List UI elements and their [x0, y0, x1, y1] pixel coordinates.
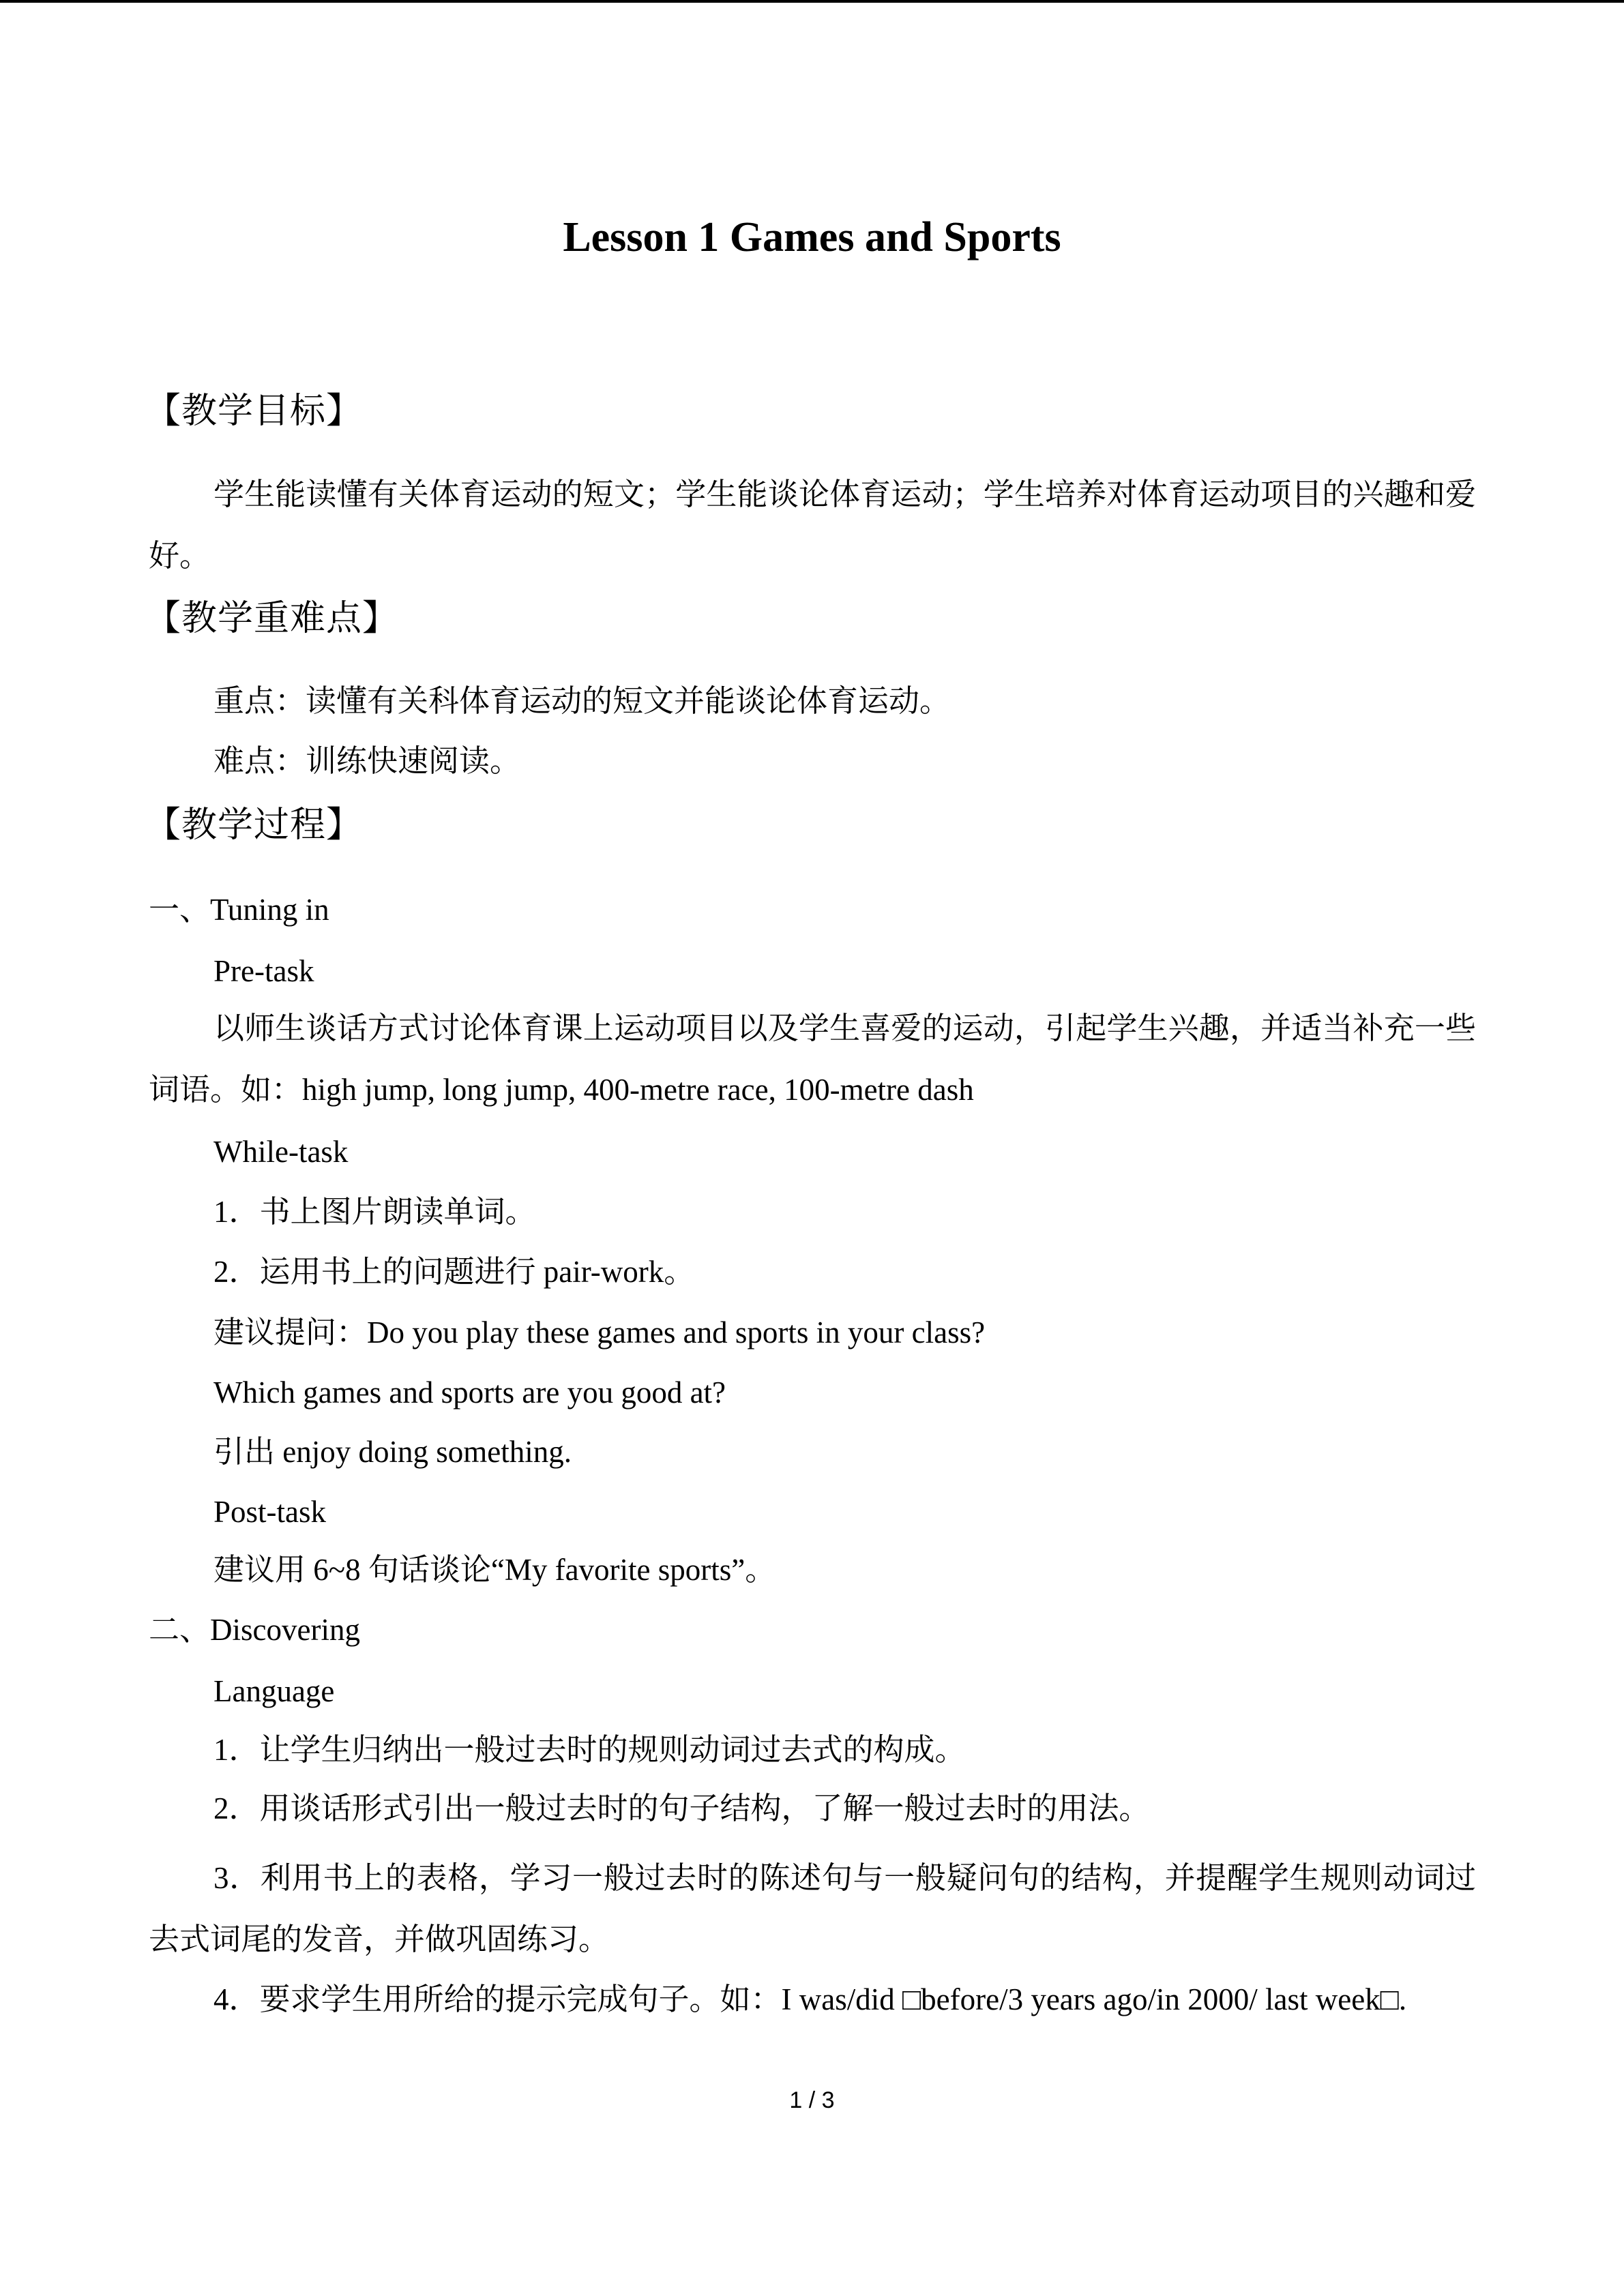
language-item-3: 3．利用书上的表格，学习一般过去时的陈述句与一般疑问句的结构，并提醒学生规则动词过去式词尾的发音，并做巩固练习。 — [149, 1861, 1476, 1956]
suggested-question: 建议提问：Do you play these games and sports in your class? — [213, 1315, 986, 1350]
language-item-4: 4．要求学生用所给的提示完成句子。如：I was/did □before/3 years ago/in 2000/ last week□. — [213, 1982, 1407, 2016]
key-point-text: 重点：读懂有关科体育运动的短文并能谈论体育运动。 — [213, 684, 951, 718]
language-label: Language — [213, 1674, 335, 1708]
question-2: Which games and sports are you good at? — [213, 1375, 726, 1410]
part2-title: 二、Discovering — [149, 1613, 360, 1647]
posttask-text: 建议用 6~8 句话谈论“My favorite sports”。 — [213, 1553, 776, 1587]
page-number: 1 / 3 — [789, 2087, 835, 2113]
keypoints-heading: 【教学重难点】 — [145, 598, 399, 639]
whiletask-step-1: 1．书上图片朗读单词。 — [213, 1195, 536, 1229]
language-item-2: 2．用谈话形式引出一般过去时的句子结构，了解一般过去时的用法。 — [213, 1791, 1150, 1825]
document-title: Lesson 1 Games and Sports — [563, 214, 1061, 260]
pretask-text: 以师生谈话方式讨论体育课上运动项目以及学生喜爱的运动，引起学生兴趣，并适当补充一些词语。如：high jump, long jump, 400-metre race, 100-metre dash — [149, 1011, 1476, 1107]
whiletask-label: While-task — [213, 1135, 349, 1169]
lead-text: 引出 enjoy doing something. — [213, 1435, 572, 1469]
part1-title: 一、Tuning in — [149, 893, 329, 927]
posttask-label: Post-task — [213, 1495, 327, 1529]
pretask-label: Pre-task — [213, 954, 314, 988]
difficulty-text: 难点：训练快速阅读。 — [213, 744, 521, 778]
objectives-heading: 【教学目标】 — [145, 391, 363, 432]
objectives-text: 学生能读懂有关体育运动的短文；学生能谈论体育运动；学生培养对体育运动项目的兴趣和爱好。 — [149, 477, 1476, 573]
language-item-1: 1．让学生归纳出一般过去时的规则动词过去式的构成。 — [213, 1733, 966, 1767]
process-heading: 【教学过程】 — [145, 805, 363, 846]
whiletask-step-2: 2．运用书上的问题进行 pair-work。 — [213, 1255, 695, 1289]
top-border-rule — [0, 0, 1624, 3]
